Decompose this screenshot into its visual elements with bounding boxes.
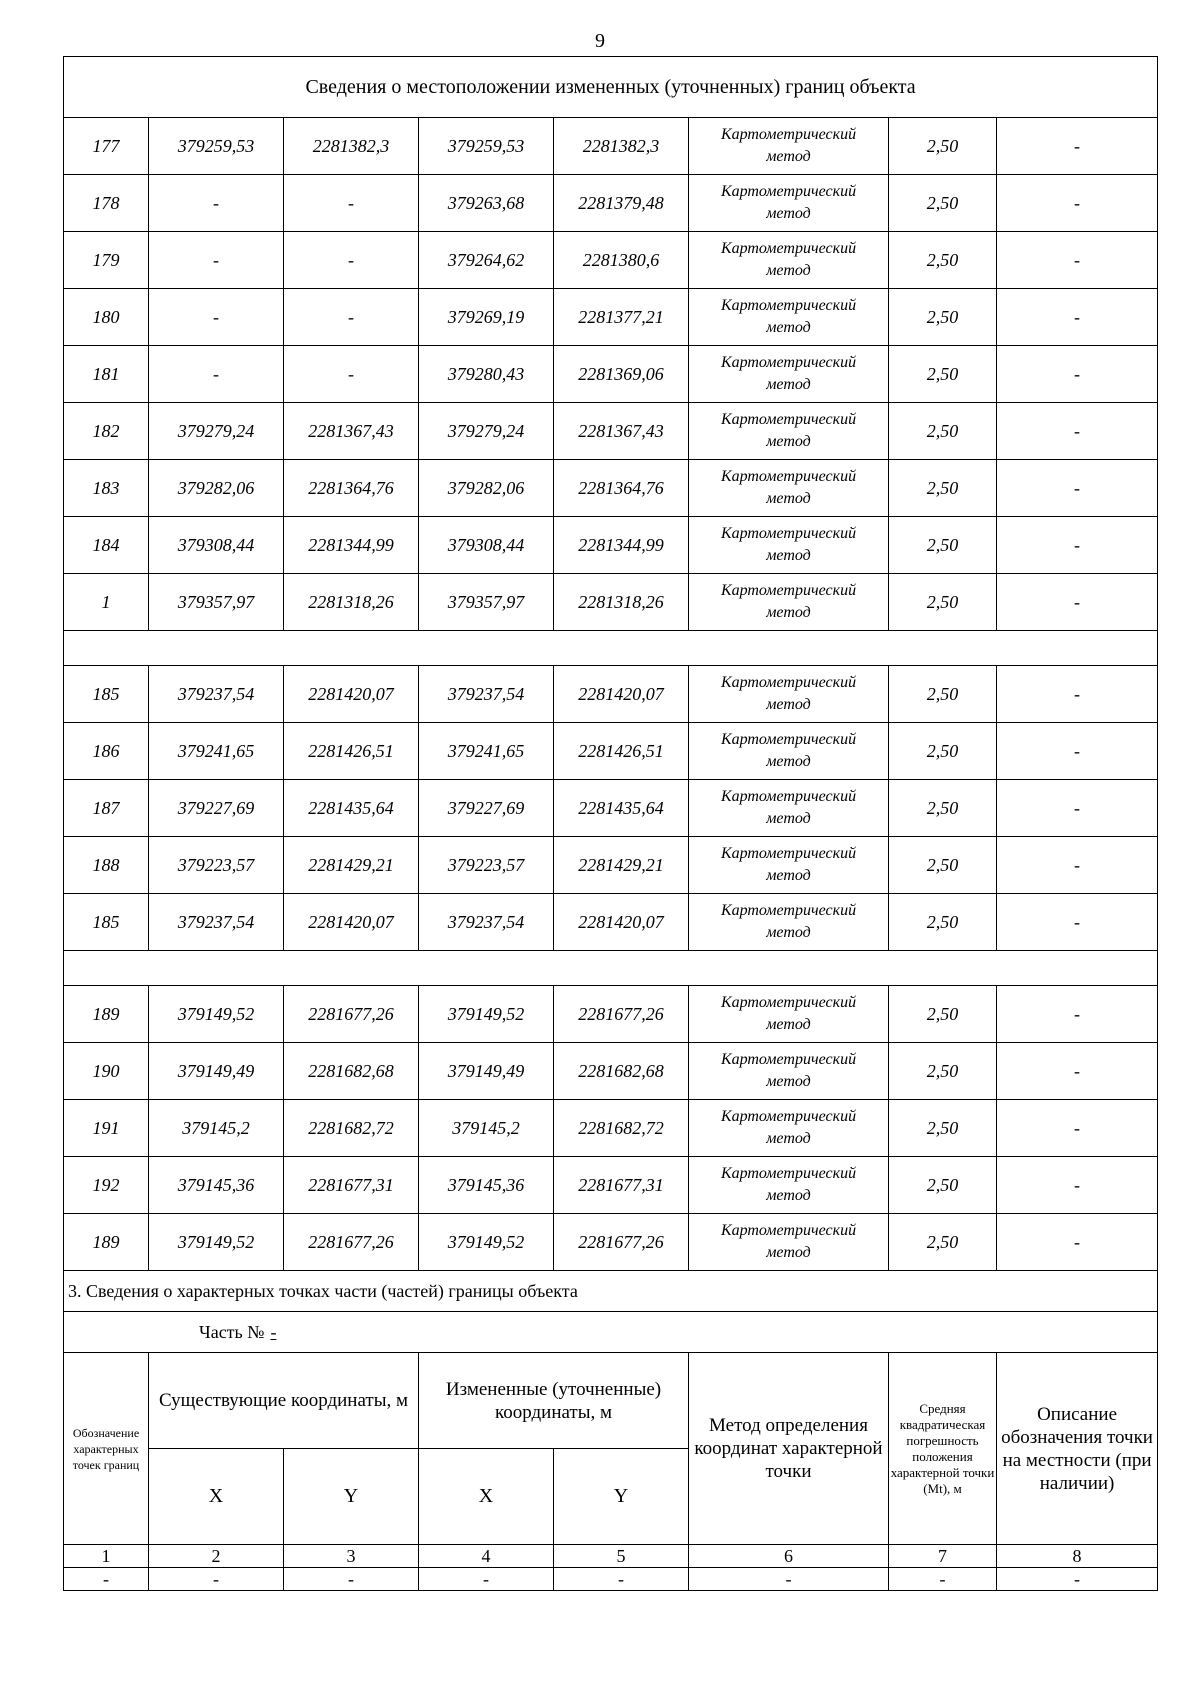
changed-y: 2281420,07 (554, 666, 689, 723)
existing-x: 379279,24 (149, 403, 284, 460)
method-line-1: Картометрический (720, 845, 857, 862)
changed-y: 2281380,6 (554, 232, 689, 289)
existing-x: - (149, 346, 284, 403)
method-line-1: Картометрический (720, 994, 857, 1011)
mt-value: 2,50 (889, 986, 997, 1043)
point-number: 191 (64, 1100, 149, 1157)
changed-y: 2281682,68 (554, 1043, 689, 1100)
method (689, 289, 889, 346)
method-line-1: Картометрический (720, 240, 857, 257)
changed-x: 379264,62 (419, 232, 554, 289)
changed-y: 2281367,43 (554, 403, 689, 460)
method (689, 837, 889, 894)
table-row (64, 403, 1158, 460)
changed-x: 379241,65 (419, 723, 554, 780)
existing-y: 2281682,72 (284, 1100, 419, 1157)
point-description: - (997, 837, 1158, 894)
method-line-2: метод (766, 376, 811, 393)
section3-title: 3. Сведения о характерных точках части (частей) границы объекта (64, 1271, 1158, 1312)
method-line-2: метод (766, 1187, 811, 1204)
mt-value: 2,50 (889, 837, 997, 894)
point-number: 185 (64, 666, 149, 723)
existing-x: 379357,97 (149, 574, 284, 631)
table-row (64, 780, 1158, 837)
point-description: - (997, 574, 1158, 631)
existing-y: - (284, 289, 419, 346)
method-line-2: метод (766, 1244, 811, 1261)
mt-value: 2,50 (889, 666, 997, 723)
method-line-1: Картометрический (720, 297, 857, 314)
method-line-2: метод (766, 1073, 811, 1090)
empty-cell: - (889, 1568, 997, 1591)
existing-x: 379227,69 (149, 780, 284, 837)
changed-y: 2281677,26 (554, 986, 689, 1043)
point-number: 184 (64, 517, 149, 574)
mt-value: 2,50 (889, 175, 997, 232)
existing-y: - (284, 175, 419, 232)
points-group-3 (64, 986, 1158, 1271)
column-number: 5 (554, 1545, 689, 1568)
existing-y: 2281318,26 (284, 574, 419, 631)
existing-x: - (149, 175, 284, 232)
column-number: 3 (284, 1545, 419, 1568)
point-number: 179 (64, 232, 149, 289)
changed-y: 2281364,76 (554, 460, 689, 517)
method-line-1: Картометрический (720, 902, 857, 919)
changed-x: 379282,06 (419, 460, 554, 517)
mt-value: 2,50 (889, 232, 997, 289)
column-number: 7 (889, 1545, 997, 1568)
point-description: - (997, 1043, 1158, 1100)
header-description: Описание обозначения точки на местности (при наличии) (997, 1353, 1158, 1545)
empty-cell: - (689, 1568, 889, 1591)
table-row (64, 1043, 1158, 1100)
table-row (64, 517, 1158, 574)
mt-value: 2,50 (889, 517, 997, 574)
point-number: 178 (64, 175, 149, 232)
method-line-2: метод (766, 604, 811, 621)
existing-y: 2281344,99 (284, 517, 419, 574)
method-line-1: Картометрический (720, 411, 857, 428)
point-number: 180 (64, 289, 149, 346)
mt-value: 2,50 (889, 1157, 997, 1214)
mt-value: 2,50 (889, 346, 997, 403)
mt-value: 2,50 (889, 1100, 997, 1157)
existing-y: 2281435,64 (284, 780, 419, 837)
changed-y: 2281435,64 (554, 780, 689, 837)
mt-value: 2,50 (889, 118, 997, 175)
boundary-points-table (63, 56, 1158, 1591)
method-line-2: метод (766, 205, 811, 222)
existing-x: 379241,65 (149, 723, 284, 780)
method-line-2: метод (766, 867, 811, 884)
method (689, 403, 889, 460)
method-line-1: Картометрический (720, 674, 857, 691)
existing-y: 2281677,26 (284, 1214, 419, 1271)
point-description: - (997, 894, 1158, 951)
method-line-1: Картометрический (720, 468, 857, 485)
point-description: - (997, 346, 1158, 403)
method (689, 232, 889, 289)
changed-x: 379145,36 (419, 1157, 554, 1214)
existing-y: - (284, 346, 419, 403)
method-line-1: Картометрический (720, 183, 857, 200)
header-changed-coords: Измененные (уточненные) координаты, м (419, 1353, 689, 1449)
method-line-1: Картометрический (720, 126, 857, 143)
method (689, 517, 889, 574)
point-description: - (997, 1214, 1158, 1271)
table-row (64, 574, 1158, 631)
existing-y: 2281420,07 (284, 894, 419, 951)
point-number: 177 (64, 118, 149, 175)
point-number: 183 (64, 460, 149, 517)
changed-x: 379357,97 (419, 574, 554, 631)
changed-y: 2281344,99 (554, 517, 689, 574)
mt-value: 2,50 (889, 289, 997, 346)
table-row (64, 1214, 1158, 1271)
mt-value: 2,50 (889, 1043, 997, 1100)
point-number: 189 (64, 986, 149, 1043)
existing-x: 379149,52 (149, 1214, 284, 1271)
mt-value: 2,50 (889, 460, 997, 517)
existing-x: 379149,52 (149, 986, 284, 1043)
changed-y: 2281429,21 (554, 837, 689, 894)
point-description: - (997, 666, 1158, 723)
empty-cell: - (419, 1568, 554, 1591)
existing-y: 2281677,31 (284, 1157, 419, 1214)
point-description: - (997, 118, 1158, 175)
mt-value: 2,50 (889, 723, 997, 780)
table-row (64, 289, 1158, 346)
existing-y: 2281682,68 (284, 1043, 419, 1100)
method-line-2: метод (766, 810, 811, 827)
point-description: - (997, 780, 1158, 837)
method-line-2: метод (766, 319, 811, 336)
column-number: 6 (689, 1545, 889, 1568)
method (689, 780, 889, 837)
method (689, 1214, 889, 1271)
method-line-1: Картометрический (720, 525, 857, 542)
existing-x: 379149,49 (149, 1043, 284, 1100)
point-number: 1 (64, 574, 149, 631)
method-line-1: Картометрический (720, 788, 857, 805)
page-number: 9 (595, 30, 605, 52)
existing-x: - (149, 232, 284, 289)
point-description: - (997, 1157, 1158, 1214)
changed-y: 2281677,26 (554, 1214, 689, 1271)
mt-value: 2,50 (889, 1214, 997, 1271)
existing-x: 379223,57 (149, 837, 284, 894)
table-row (64, 894, 1158, 951)
existing-y: 2281367,43 (284, 403, 419, 460)
changed-x: 379269,19 (419, 289, 554, 346)
existing-x: 379282,06 (149, 460, 284, 517)
changed-x: 379280,43 (419, 346, 554, 403)
section-title: Сведения о местоположении измененных (уточненных) границ объекта (64, 57, 1158, 118)
point-number: 189 (64, 1214, 149, 1271)
table-row (64, 666, 1158, 723)
header-changed-x: X (419, 1449, 554, 1545)
part-number-row (64, 1312, 1158, 1353)
header-designation: Обозначение характерных точек границ (64, 1353, 149, 1545)
point-number: 182 (64, 403, 149, 460)
method (689, 1100, 889, 1157)
existing-y: 2281420,07 (284, 666, 419, 723)
changed-y: 2281677,31 (554, 1157, 689, 1214)
method (689, 118, 889, 175)
changed-x: 379149,49 (419, 1043, 554, 1100)
method (689, 1043, 889, 1100)
point-description: - (997, 175, 1158, 232)
point-number: 187 (64, 780, 149, 837)
point-number: 185 (64, 894, 149, 951)
empty-cell: - (997, 1568, 1158, 1591)
changed-x: 379223,57 (419, 837, 554, 894)
header-method: Метод определения координат характерной точки (689, 1353, 889, 1545)
column-number: 2 (149, 1545, 284, 1568)
existing-x: 379145,2 (149, 1100, 284, 1157)
method-line-1: Картометрический (720, 354, 857, 371)
table-row (64, 232, 1158, 289)
changed-y: 2281318,26 (554, 574, 689, 631)
table-row (64, 175, 1158, 232)
group-separator-2 (64, 951, 1158, 986)
changed-y: 2281426,51 (554, 723, 689, 780)
point-number: 192 (64, 1157, 149, 1214)
method (689, 666, 889, 723)
changed-y: 2281382,3 (554, 118, 689, 175)
changed-x: 379149,52 (419, 986, 554, 1043)
mt-value: 2,50 (889, 403, 997, 460)
header-existing-coords: Существующие координаты, м (149, 1353, 419, 1449)
changed-x: 379263,68 (419, 175, 554, 232)
changed-y: 2281379,48 (554, 175, 689, 232)
existing-x: 379237,54 (149, 666, 284, 723)
empty-cell: - (149, 1568, 284, 1591)
method-line-1: Картометрический (720, 1108, 857, 1125)
column-numbers-row (64, 1545, 1158, 1568)
point-description: - (997, 289, 1158, 346)
changed-x: 379308,44 (419, 517, 554, 574)
header-mt: Средняя квадратическая погрешность положения характерной точки (Mt), м (889, 1353, 997, 1545)
existing-y: 2281429,21 (284, 837, 419, 894)
mt-value: 2,50 (889, 780, 997, 837)
empty-part-row (64, 1568, 1158, 1591)
changed-x: 379259,53 (419, 118, 554, 175)
method (689, 175, 889, 232)
mt-value: 2,50 (889, 894, 997, 951)
method-line-2: метод (766, 262, 811, 279)
changed-x: 379279,24 (419, 403, 554, 460)
table-row (64, 837, 1158, 894)
part-label: Часть № (199, 1321, 265, 1342)
existing-x: 379308,44 (149, 517, 284, 574)
method (689, 346, 889, 403)
point-description: - (997, 1100, 1158, 1157)
table-row (64, 460, 1158, 517)
method-line-1: Картометрический (720, 731, 857, 748)
empty-cell: - (284, 1568, 419, 1591)
method-line-2: метод (766, 148, 811, 165)
points-group-1 (64, 118, 1158, 631)
existing-y: 2281426,51 (284, 723, 419, 780)
changed-x: 379227,69 (419, 780, 554, 837)
table-row (64, 1100, 1158, 1157)
header-existing-x: X (149, 1449, 284, 1545)
existing-x: 379259,53 (149, 118, 284, 175)
part-value: - (270, 1321, 277, 1342)
changed-x: 379149,52 (419, 1214, 554, 1271)
column-number: 4 (419, 1545, 554, 1568)
point-description: - (997, 460, 1158, 517)
existing-y: - (284, 232, 419, 289)
method (689, 723, 889, 780)
method-line-1: Картометрический (720, 1222, 857, 1239)
header-changed-y: Y (554, 1449, 689, 1545)
point-number: 188 (64, 837, 149, 894)
method (689, 1157, 889, 1214)
column-number: 8 (997, 1545, 1158, 1568)
changed-y: 2281682,72 (554, 1100, 689, 1157)
existing-y: 2281382,3 (284, 118, 419, 175)
point-number: 186 (64, 723, 149, 780)
existing-y: 2281677,26 (284, 986, 419, 1043)
changed-y: 2281377,21 (554, 289, 689, 346)
method (689, 574, 889, 631)
method-line-2: метод (766, 753, 811, 770)
method-line-1: Картометрический (720, 582, 857, 599)
column-number: 1 (64, 1545, 149, 1568)
mt-value: 2,50 (889, 574, 997, 631)
point-description: - (997, 232, 1158, 289)
changed-x: 379237,54 (419, 894, 554, 951)
method-line-1: Картометрический (720, 1165, 857, 1182)
existing-x: 379237,54 (149, 894, 284, 951)
table-row (64, 118, 1158, 175)
changed-x: 379145,2 (419, 1100, 554, 1157)
changed-y: 2281420,07 (554, 894, 689, 951)
table-row (64, 346, 1158, 403)
changed-y: 2281369,06 (554, 346, 689, 403)
empty-cell: - (554, 1568, 689, 1591)
method-line-2: метод (766, 490, 811, 507)
method-line-1: Картометрический (720, 1051, 857, 1068)
existing-x: 379145,36 (149, 1157, 284, 1214)
method (689, 460, 889, 517)
method-line-2: метод (766, 924, 811, 941)
existing-x: - (149, 289, 284, 346)
method-line-2: метод (766, 1016, 811, 1033)
point-description: - (997, 986, 1158, 1043)
empty-cell: - (64, 1568, 149, 1591)
method-line-2: метод (766, 696, 811, 713)
changed-x: 379237,54 (419, 666, 554, 723)
point-description: - (997, 403, 1158, 460)
point-description: - (997, 517, 1158, 574)
points-group-2 (64, 666, 1158, 951)
table-row (64, 986, 1158, 1043)
method (689, 894, 889, 951)
header-existing-y: Y (284, 1449, 419, 1545)
existing-y: 2281364,76 (284, 460, 419, 517)
method (689, 986, 889, 1043)
point-number: 190 (64, 1043, 149, 1100)
method-line-2: метод (766, 1130, 811, 1147)
table-row (64, 723, 1158, 780)
point-number: 181 (64, 346, 149, 403)
group-separator-1 (64, 631, 1158, 666)
point-description: - (997, 723, 1158, 780)
method-line-2: метод (766, 433, 811, 450)
table-row (64, 1157, 1158, 1214)
method-line-2: метод (766, 547, 811, 564)
